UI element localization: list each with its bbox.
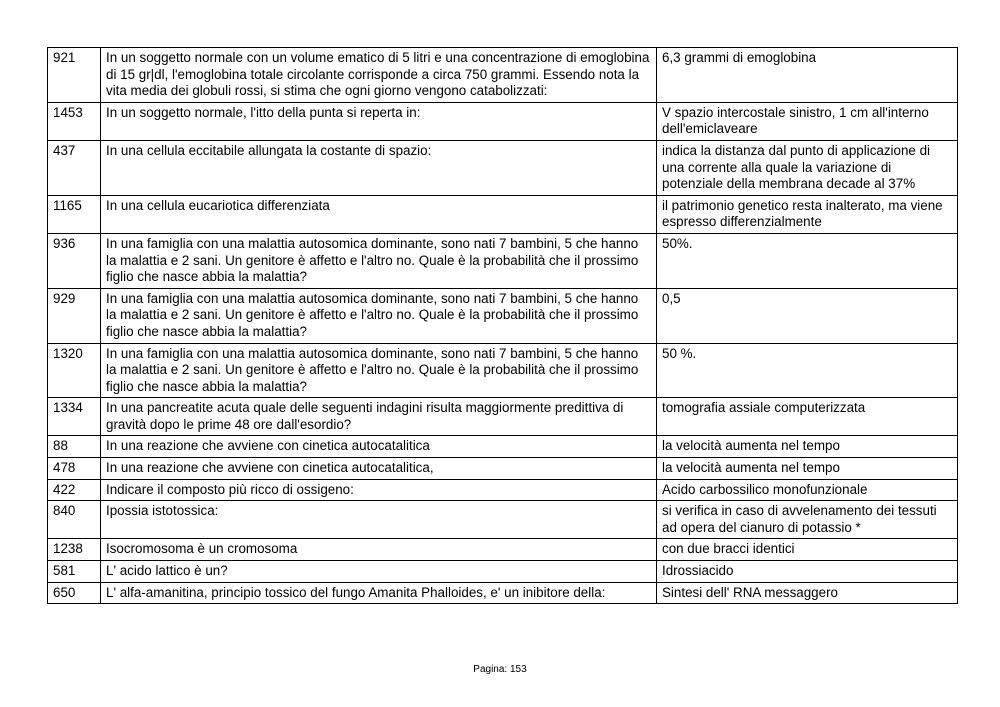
answer-text-cell: Sintesi dell' RNA messaggero	[657, 582, 958, 604]
question-text-cell: In una cellula eucariotica differenziata	[101, 195, 657, 233]
answer-text-cell: la velocità aumenta nel tempo	[657, 458, 958, 480]
table-row	[48, 233, 958, 288]
question-text-cell: L' alfa-amanitina, principio tossico del fungo Amanita Phalloides, e' un inibitore della:	[101, 582, 657, 604]
table-row	[48, 102, 958, 140]
question-text-cell: L' acido lattico è un?	[101, 561, 657, 583]
question-id-cell: 88	[48, 436, 101, 458]
table-row	[48, 48, 958, 103]
page-number: Pagina: 153	[473, 664, 527, 675]
question-text-cell: In un soggetto normale, l'itto della punta si reperta in:	[101, 102, 657, 140]
table-row	[48, 140, 958, 195]
answer-text-cell: V spazio intercostale sinistro, 1 cm all'interno dell'emiclaveare	[657, 102, 958, 140]
question-id-cell: 1165	[48, 195, 101, 233]
table-row	[48, 343, 958, 398]
question-text-cell: In una reazione che avviene con cinetica autocatalitica,	[101, 458, 657, 480]
question-id-cell: 1320	[48, 343, 101, 398]
answer-text-cell: 50 %.	[657, 343, 958, 398]
question-id-cell: 1238	[48, 539, 101, 561]
question-table-body	[48, 48, 958, 604]
answer-text-cell: si verifica in caso di avvelenamento dei tessuti ad opera del cianuro di potassio *	[657, 501, 958, 539]
question-text-cell: In una famiglia con una malattia autosomica dominante, sono nati 7 bambini, 5 che hanno la malattia e 2 sani. Un genitore è affetto e l'altro no. Quale è la probabilità che il prossimo figlio che nasce abbia la malattia?	[101, 343, 657, 398]
question-text-cell: Isocromosoma è un cromosoma	[101, 539, 657, 561]
question-text-cell: In una famiglia con una malattia autosomica dominante, sono nati 7 bambini, 5 che hanno la malattia e 2 sani. Un genitore è affetto e l'altro no. Quale è la probabilità che il prossimo figlio che nasce abbia la malattia?	[101, 288, 657, 343]
question-id-cell: 840	[48, 501, 101, 539]
question-id-cell: 437	[48, 140, 101, 195]
question-id-cell: 478	[48, 458, 101, 480]
question-id-cell: 650	[48, 582, 101, 604]
table-row	[48, 436, 958, 458]
question-id-cell: 921	[48, 48, 101, 103]
answer-text-cell: 0,5	[657, 288, 958, 343]
answer-text-cell: 50%.	[657, 233, 958, 288]
answer-text-cell: 6,3 grammi di emoglobina	[657, 48, 958, 103]
question-id-cell: 422	[48, 479, 101, 501]
question-text-cell: In una pancreatite acuta quale delle seguenti indagini risulta maggiormente predittiva di gravità dopo le prime 48 ore dall'esordio?	[101, 398, 657, 436]
table-row	[48, 539, 958, 561]
question-table	[47, 47, 958, 604]
question-id-cell: 1334	[48, 398, 101, 436]
question-text-cell: In una reazione che avviene con cinetica autocatalitica	[101, 436, 657, 458]
answer-text-cell: indica la distanza dal punto di applicazione di una corrente alla quale la variazione di potenziale della membrana decade al 37%	[657, 140, 958, 195]
table-row	[48, 561, 958, 583]
table-row	[48, 458, 958, 480]
answer-text-cell: Idrossiacido	[657, 561, 958, 583]
table-row	[48, 195, 958, 233]
question-id-cell: 1453	[48, 102, 101, 140]
answer-text-cell: tomografia assiale computerizzata	[657, 398, 958, 436]
answer-text-cell: con due bracci identici	[657, 539, 958, 561]
question-text-cell: Indicare il composto più ricco di ossigeno:	[101, 479, 657, 501]
question-id-cell: 581	[48, 561, 101, 583]
question-id-cell: 929	[48, 288, 101, 343]
table-row	[48, 398, 958, 436]
question-text-cell: Ipossia istotossica:	[101, 501, 657, 539]
question-text-cell: In una cellula eccitabile allungata la costante di spazio:	[101, 140, 657, 195]
answer-text-cell: la velocità aumenta nel tempo	[657, 436, 958, 458]
question-text-cell: In un soggetto normale con un volume ematico di 5 litri e una concentrazione di emoglobina di 15 gr|dl, l'emoglobina totale circolante corrisponde a circa 750 grammi. Essendo nota la vita media dei globuli rossi, si stima che ogni giorno vengono catabolizzati:	[101, 48, 657, 103]
table-row	[48, 501, 958, 539]
answer-text-cell: il patrimonio genetico resta inalterato, ma viene espresso differenzialmente	[657, 195, 958, 233]
document-page	[47, 47, 957, 604]
question-id-cell: 936	[48, 233, 101, 288]
question-text-cell: In una famiglia con una malattia autosomica dominante, sono nati 7 bambini, 5 che hanno la malattia e 2 sani. Un genitore è affetto e l'altro no. Quale è la probabilità che il prossimo figlio che nasce abbia la malattia?	[101, 233, 657, 288]
table-row	[48, 288, 958, 343]
table-row	[48, 479, 958, 501]
table-row	[48, 582, 958, 604]
answer-text-cell: Acido carbossilico monofunzionale	[657, 479, 958, 501]
